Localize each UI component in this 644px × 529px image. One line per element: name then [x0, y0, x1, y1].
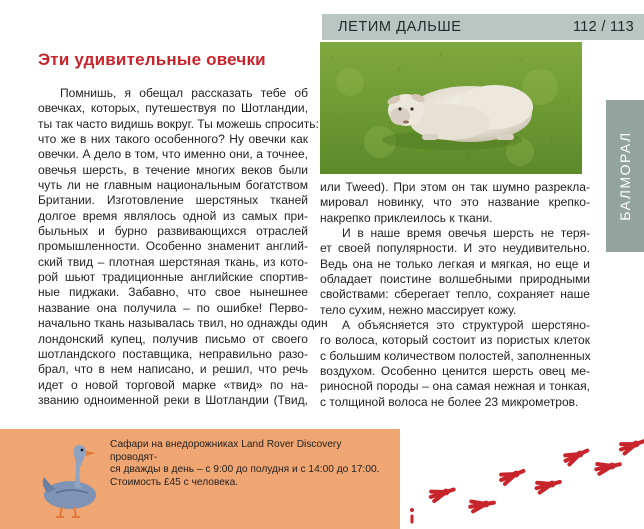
text-line: Ведь она не только легкая и мягкая, но еще и — [320, 256, 590, 271]
text-line: ные пиджаки. Забавно, что свое нынешнее — [38, 285, 308, 300]
text-line: название она получила – по ошибке! Перво- — [38, 300, 308, 315]
text-line: идет о новой торговой марке «твид» по на- — [38, 377, 308, 392]
info-line: ся дважды в день – с 9:00 до полудня и с 14:00 до 17:00. — [110, 464, 380, 475]
text-line: овечья шерсть, в течение многих веков были — [38, 162, 308, 177]
info-line: Стоимость £45 с человека. — [110, 476, 239, 488]
sheep-image — [320, 42, 582, 174]
text-line: промышленности. Особенно знаменит англий- — [38, 239, 308, 254]
article-column-right — [320, 180, 590, 410]
text-line: накрепко приклеилось к ткани. — [320, 210, 493, 225]
text-line: тело сухим, нежно массирует кожу. — [320, 302, 517, 317]
text-line: ский твид – плотная шерстяная ткань, из кото- — [38, 254, 308, 269]
text-line: шотландского поставщика, неправильно разо- — [38, 346, 308, 361]
article-column-left — [38, 86, 328, 408]
text-line: быльных и бурно развивающихся отраслей — [38, 224, 308, 239]
goose-icon — [34, 437, 106, 521]
section-title: ЛЕТИМ ДАЛЬШЕ — [338, 19, 462, 35]
info-line: Сафари на внедорожниках Land Rover Discovery проводят- — [110, 439, 342, 463]
text-line: или Tweed). При этом он так шумно разрекла- — [320, 180, 590, 194]
text-line: начально ткань называлась твил, но однажды один — [38, 316, 328, 331]
text-line: брал, что в нем написано, и решил, что речь — [38, 362, 308, 377]
text-line: званию одноименной реки в Шотландии (Твид, — [38, 392, 308, 407]
article-title: Эти удивительные овечки — [38, 50, 266, 69]
text-line: овечки. А дело в том, что именно они, а точнее, — [38, 147, 308, 162]
bird-footprints-icon — [404, 426, 644, 529]
text-line: ты так часто видишь вокруг. Ты можешь спросить: — [38, 116, 319, 131]
text-line: воздухом. Особенно ценится шерсть овец ме- — [320, 364, 590, 379]
text-line: с толщиной волоса не более 23 микрометров. — [320, 394, 579, 409]
sheep-photo — [320, 42, 582, 174]
text-line: Британии. Изготовление шерстяных тканей — [38, 193, 308, 208]
text-line: долгое время являлось одной из самых при- — [38, 208, 308, 223]
side-tab-label: БАЛМОРАЛ — [617, 131, 633, 221]
text-line: свойствами: сберегает тепло, сохраняет наше — [320, 287, 590, 302]
text-line: лондонский купец, получив письмо от своего — [38, 331, 308, 346]
text-line: что же в них такого особенного? Ну овечки как — [38, 132, 308, 147]
text-line: риносной породы – она самая нежная и тонкая, — [320, 379, 590, 394]
side-tab — [606, 100, 644, 252]
info-text — [110, 439, 390, 489]
text-line: И в наше время овечья шерсть не теря- — [342, 226, 590, 241]
text-line: обладает поистине волшебными природными — [320, 272, 590, 287]
text-line: чуть ли не главным национальным богатством — [38, 178, 308, 193]
text-line: с большим количеством полостей, заполненных — [320, 348, 591, 363]
info-box — [0, 429, 400, 529]
page-numbers: 112 / 113 — [572, 19, 634, 35]
text-line: го волоса, который состоит из пористых клеток — [320, 333, 590, 348]
section-header — [322, 14, 644, 40]
text-line: рой шьют традиционные английские спортив- — [38, 270, 308, 285]
text-line: мировал новинку, что это название крепко- — [320, 195, 590, 210]
text-line: Помнишь, я обещал рассказать тебе об — [60, 86, 308, 100]
text-line: овечках, которых, путешествуя по Шотландии, — [38, 101, 308, 116]
text-line: А объясняется это структурой шерстяно- — [342, 318, 590, 333]
text-line: ет своей популярности. И это неудивительно. — [320, 241, 590, 256]
